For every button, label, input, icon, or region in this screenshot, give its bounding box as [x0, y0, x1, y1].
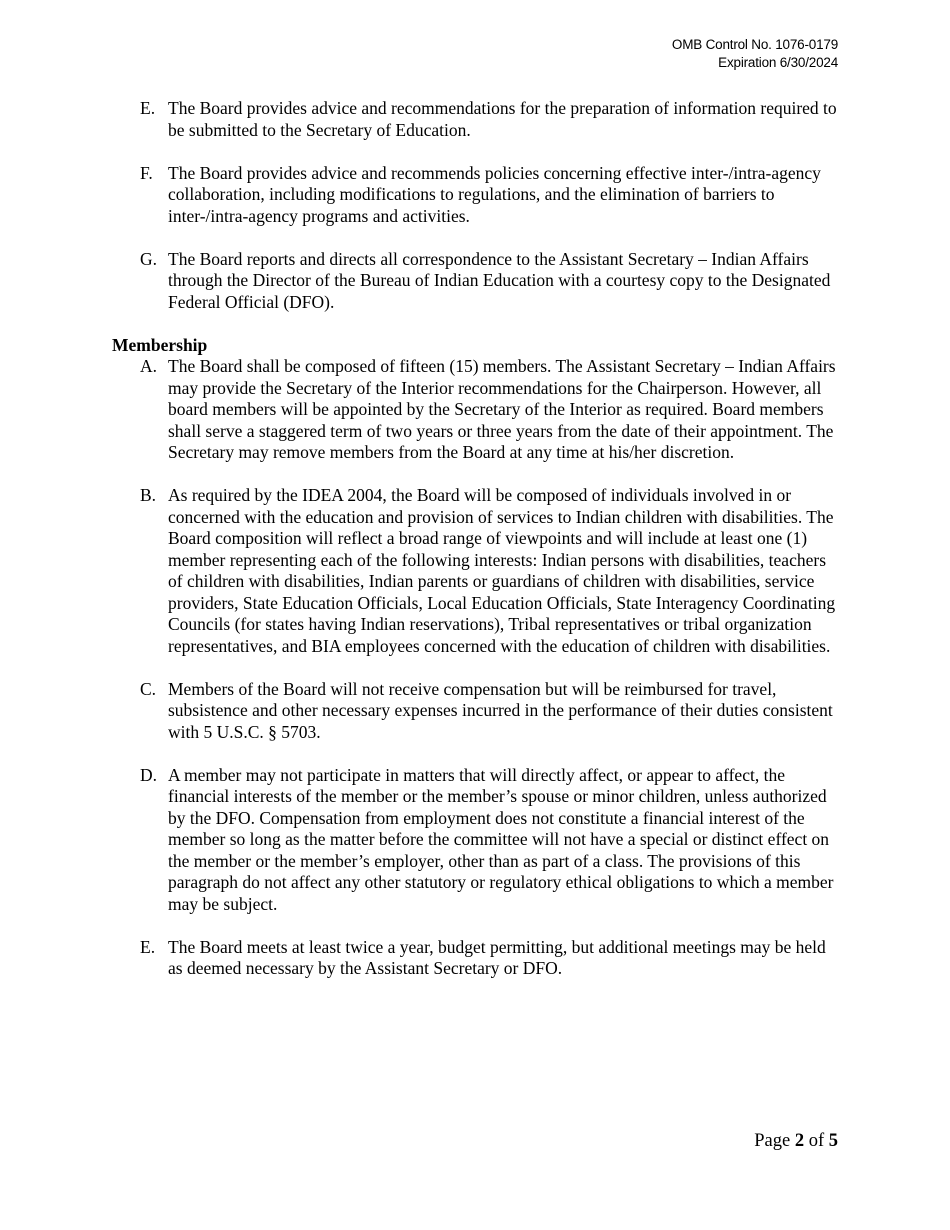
list-item-letter: E. — [140, 936, 156, 957]
list-item-text: The Board shall be composed of fifteen (15) members. The Assistant Secretary – Indian Affairs may provide the Secretary of the Interior recommendations for the Chairperson. However, all board members will be appointed by the Secretary of the Interior as required. Board members shall serve a staggered term of two years or three years from the date of their appointment. The Secretary may remove members from the Board at any time at his/her discretion. — [168, 356, 836, 462]
list-item — [112, 98, 842, 141]
omb-control-number: OMB Control No. 1076-0179 — [671, 37, 838, 52]
list-item-text: Members of the Board will not receive compensation but will be reimbursed for travel, subsistence and other necessary expenses incurred in the performance of their duties consistent with 5 U.S.C. § 5703. — [168, 678, 833, 742]
list-item — [112, 356, 842, 464]
list-item-letter: B. — [140, 485, 157, 505]
list-item-text: The Board reports and directs all correspondence to the Assistant Secretary – Indian Affairs through the Director of the Bureau of Indian Education with a courtesy copy to the Designated Federal Official (DFO). — [168, 248, 831, 312]
list-item — [112, 163, 842, 228]
list-item-letter: D. — [140, 764, 158, 785]
list-item — [112, 765, 842, 916]
list-item — [112, 937, 842, 980]
list-item-text: The Board provides advice and recommendations for the preparation of information required to be submitted to the Secretary of Education. — [168, 98, 837, 140]
list-item-letter: A. — [140, 356, 158, 376]
membership-heading: Membership — [112, 334, 208, 355]
list-item-text: As required by the IDEA 2004, the Board will be composed of individuals involved in or concerned with the education and provision of services to Indian children with disabilities. The Board composition will reflect a broad range of viewpoints and will include at least one (1) member representing each of the following interests: Indian persons with disabilities, teachers of children with disabilities, Indian parents or guardians of children with disabilities, service providers, State Education Officials, Local Education Officials, State Interagency Coordinating Councils (for states having Indian reservations), Tribal representatives or tribal organization representatives, and BIA employees concerned with the education of children with disabilities. — [168, 485, 836, 656]
list-item-letter: F. — [140, 162, 153, 183]
page-word: Page — [754, 1131, 791, 1151]
list-item-text: A member may not participate in matters that will directly affect, or appear to affect, the financial interests of the member or the member’s spouse or minor children, unless authorized by the DFO. Compensation from employment does not constitute a financial interest of the member so long as the matter before the committee will not have a special or distinct effect on the member or the member’s employer, other than as part of a class. The provisions of this paragraph do not affect any other statutory or regulatory ethical obligations to which a member may be subject. — [168, 764, 834, 914]
page-number — [754, 1130, 838, 1152]
page-current: 2 — [794, 1131, 805, 1151]
list-item-letter: G. — [140, 248, 158, 269]
list-item-text: The Board provides advice and recommends policies concerning effective inter-/intra-agency collaboration, including modifications to regulations, and the elimination of barriers to inter-/intra-agency programs and activities. — [168, 162, 821, 226]
list-item — [112, 485, 842, 657]
list-item — [112, 249, 842, 314]
list-item-letter: C. — [140, 678, 157, 699]
list-item — [112, 679, 842, 744]
list-item-text: The Board meets at least twice a year, budget permitting, but additional meetings may be held as deemed necessary by the Assistant Secretary or DFO. — [168, 936, 826, 978]
document-body — [112, 98, 842, 1001]
omb-control-block — [672, 36, 838, 72]
list-item-letter: E. — [140, 98, 156, 118]
page-total: 5 — [828, 1131, 838, 1151]
of-word: of — [808, 1131, 825, 1151]
omb-expiration: Expiration 6/30/2024 — [718, 55, 838, 70]
